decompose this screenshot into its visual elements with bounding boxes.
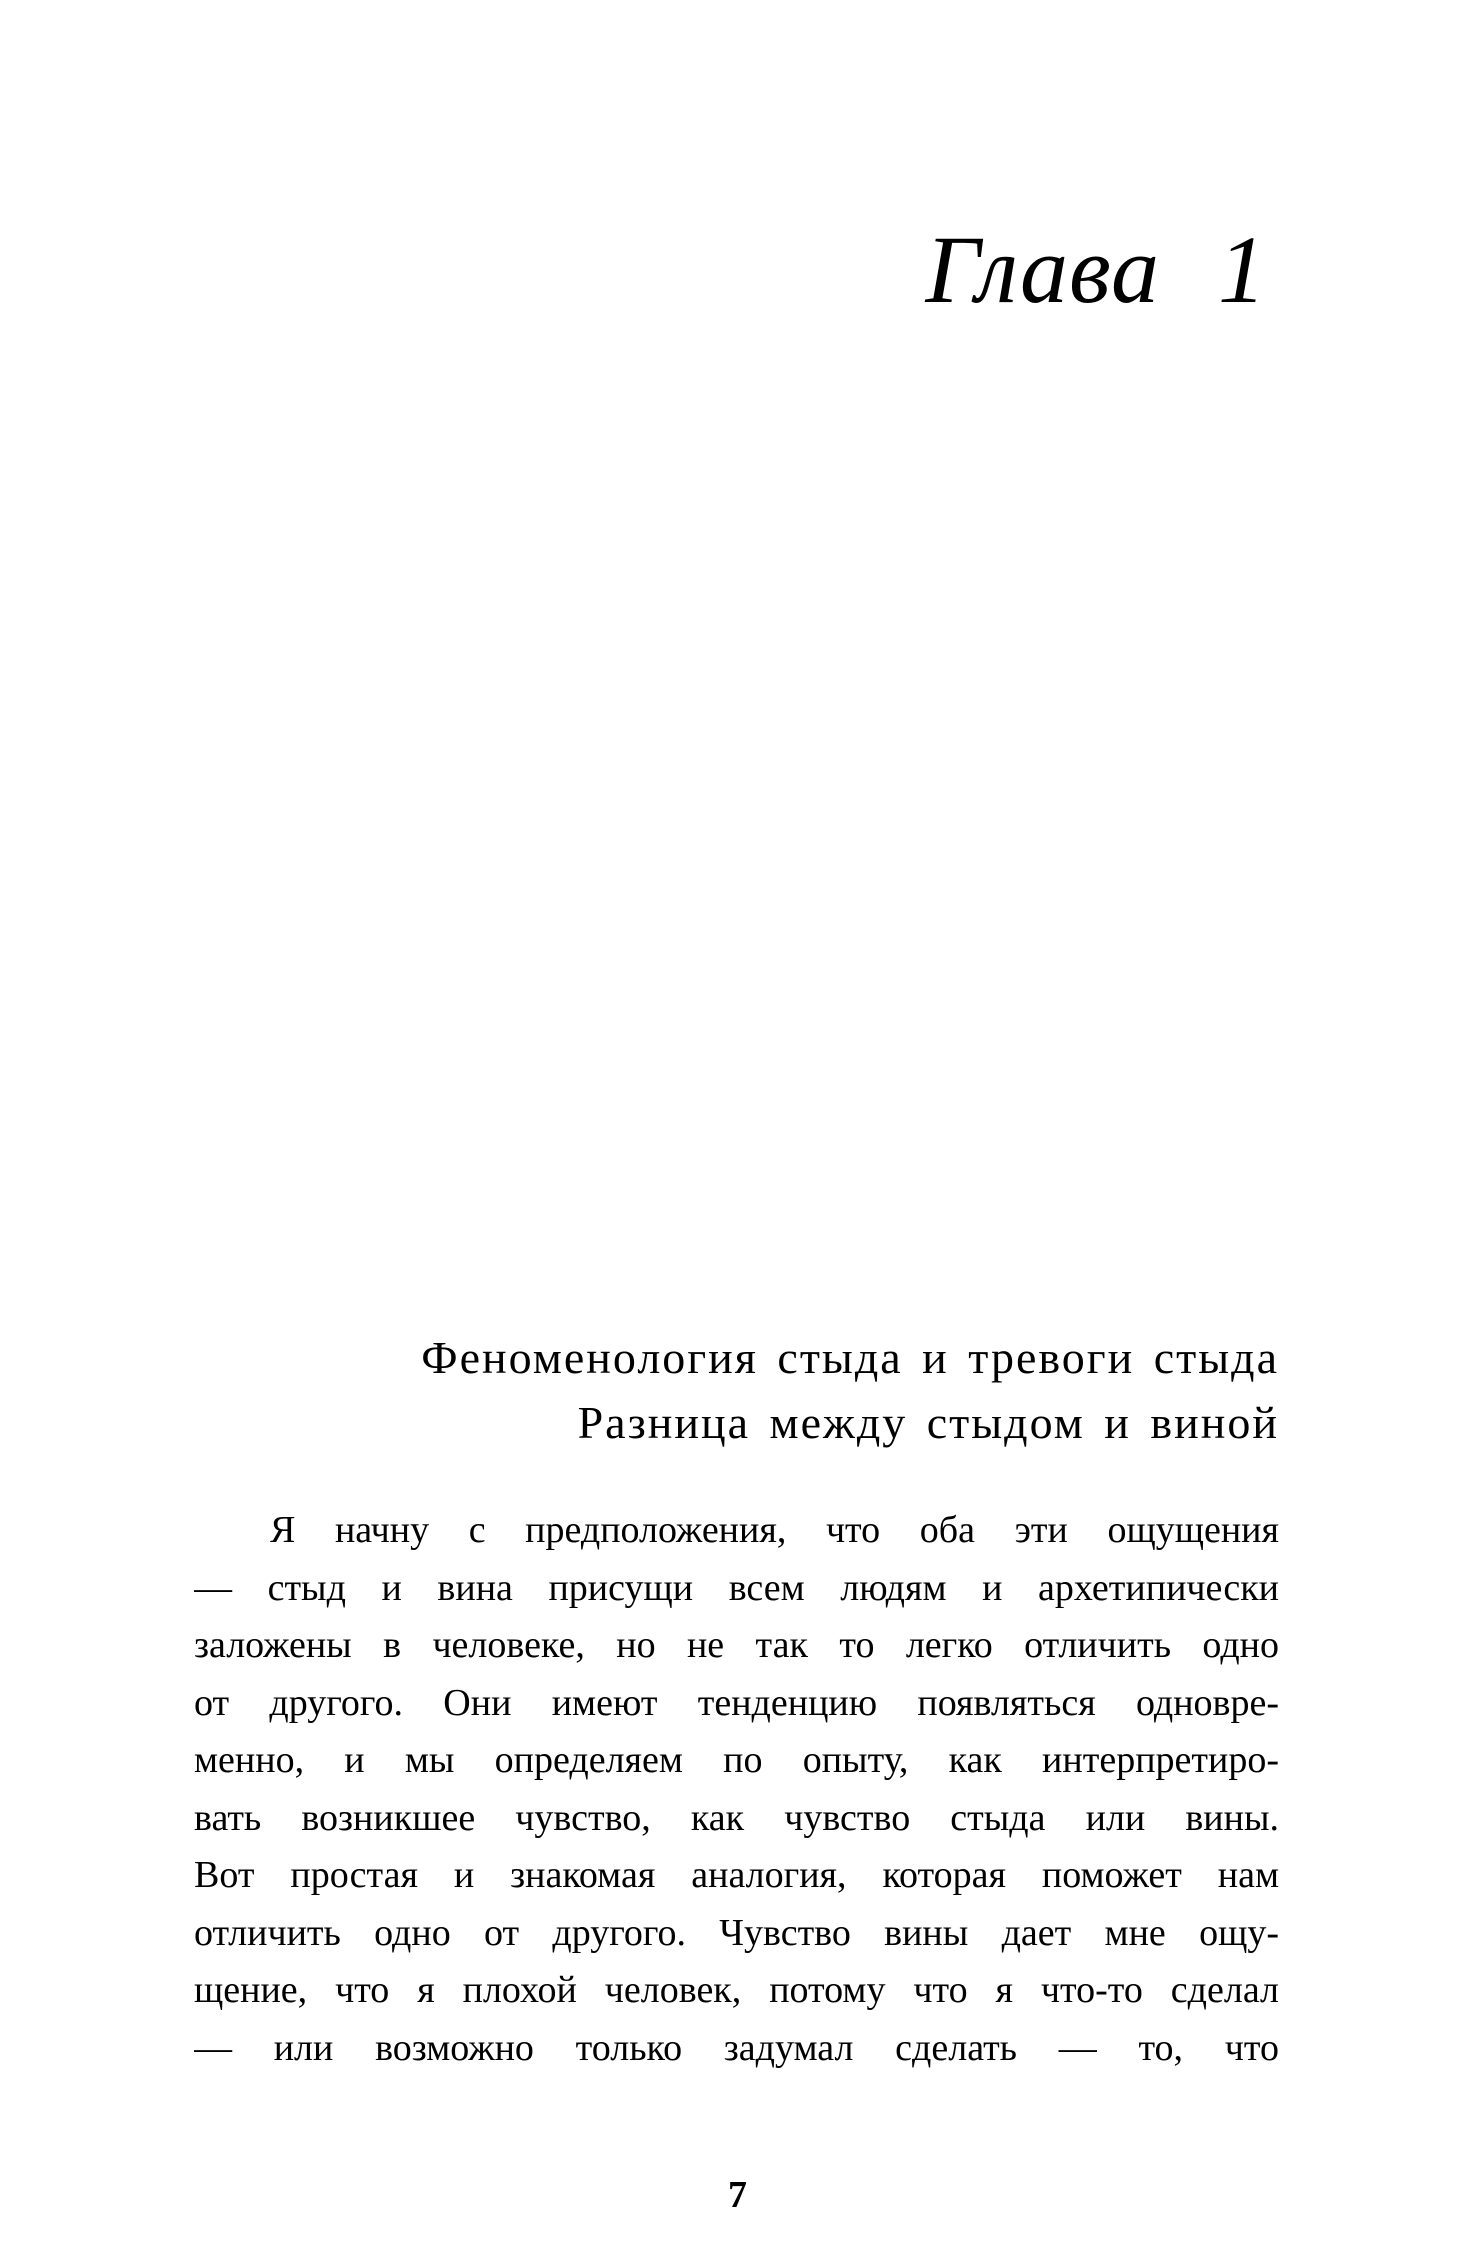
body-paragraph [194,1502,1279,2077]
chapter-subtitles [421,1325,1279,1455]
text-line: вать возникшее чувство, как чувство стыда или вины. [194,1796,1279,1839]
subtitle-line: Феноменология стыда и тревоги стыда [421,1332,1279,1383]
chapter-heading [925,216,1267,323]
text-line: Вот простая и знакомая аналогия, которая поможет нам [194,1854,1279,1896]
text-line: Я начну с предположения, что оба эти ощущения [270,1509,1279,1551]
chapter-number: 1 [1218,216,1267,323]
text-line: — стыд и вина присущи всем людям и архетипически [194,1566,1279,1609]
text-line: от другого. Они имеют тенденцию появляться одновре- [194,1681,1279,1724]
text-line: отличить одно от другого. Чувство вины дает мне ощу- [194,1911,1279,1954]
text-line: заложены в человеке, но не так то легко отличить одно [194,1624,1279,1666]
chapter-word: Глава [925,216,1160,323]
text-line: менно, и мы определяем по опыту, как интерпретиро- [194,1739,1279,1781]
page-number: 7 [728,2174,747,2216]
subtitle-line: Разница между стыдом и виной [577,1397,1279,1448]
text-line: щение, что я плохой человек, потому что я что-то сделал [194,1969,1279,2011]
text-line: — или возможно только задумал сделать — то, что [194,2026,1279,2069]
